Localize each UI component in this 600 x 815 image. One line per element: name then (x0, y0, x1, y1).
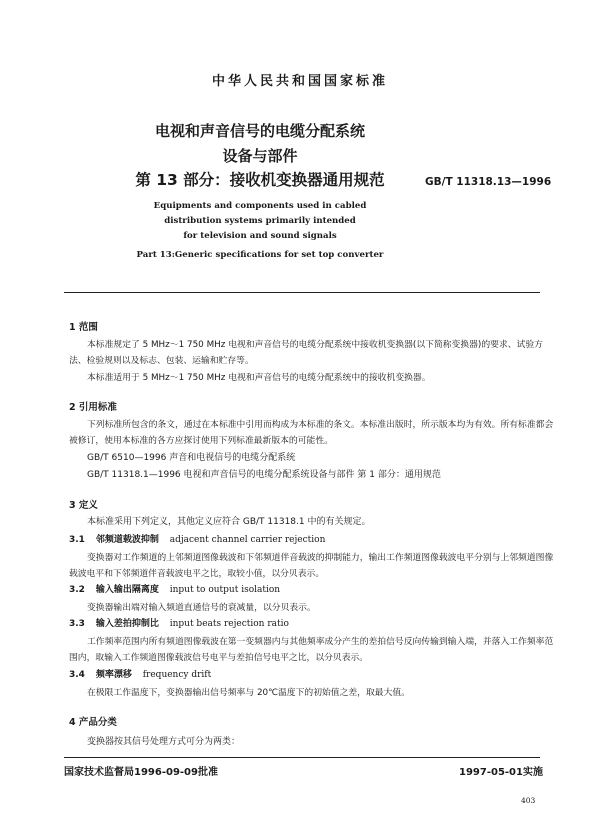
term-3-1-chinese: 邻频道载波抑制 (95, 535, 159, 545)
section-1-heading: 1 范围 (69, 322, 98, 333)
standard-type-header: 中华人民共和国国家标准 (211, 74, 388, 89)
section-4-heading: 4 产品分类 (69, 717, 117, 728)
section-2-heading: 2 引用标准 (69, 402, 117, 413)
english-title-line-4: Part 13:Generic specifications for set top converter (136, 250, 384, 260)
english-title-line-3: for television and sound signals (183, 231, 337, 241)
term-3-4-definition: 在极限工作温度下，变换器输出信号频率与 20℃温度下的初始值之差，取最大值。 (87, 688, 410, 698)
term-3-3-chinese: 输入差拍抑制比 (95, 619, 159, 629)
term-3-2 (69, 583, 280, 598)
header-divider (64, 292, 540, 293)
reference-1: GB/T 6510—1996 声音和电视信号的电缆分配系统 (87, 453, 296, 463)
english-title-line-1: Equipments and components used in cabled (153, 201, 367, 211)
section-1-para-1: 本标准规定了 5 MHz～1 750 MHz 电视和声音信号的电缆分配系统中接收机变换器(以下简称变换器)的要求、试验方法、检验规则以及标志、包装、运输和贮存等。 (69, 340, 543, 366)
term-3-3-number: 3.3 (69, 619, 85, 629)
term-3-4 (69, 668, 211, 683)
approval-date: 国家技术监督局1996-09-09批准 (64, 767, 218, 778)
page-number: 403 (521, 796, 536, 805)
title-line-2: 设备与部件 (222, 147, 298, 165)
term-3-4-english: frequency drift (142, 670, 212, 680)
standard-number: GB/T 11318.13—1996 (425, 176, 552, 188)
term-3-1-definition: 变换器对工作频道的上邻频道图像载波和下邻频道伴音载波的抑制能力，输出工作频道图像载波电平分别与上邻频道图像载波电平和下邻频道伴音载波电平之比，取较小值，以分贝表示。 (69, 553, 554, 579)
term-3-1-number: 3.1 (69, 535, 85, 545)
term-3-4-chinese: 频率漂移 (95, 670, 132, 680)
term-3-3-definition: 工作频率范围内所有频道图像载波在第一变频器内与其他频率成分产生的差拍信号反向传输到输入端，并落入工作频率范围内，取输入工作频道图像载波信号电平与差拍信号电平之比，以分贝表示。 (69, 637, 554, 663)
section-3-heading: 3 定义 (69, 500, 98, 511)
term-3-1-english: adjacent channel carrier rejection (169, 535, 326, 545)
term-3-2-chinese: 输入输出隔离度 (95, 585, 159, 595)
effective-date: 1997-05-01实施 (459, 767, 543, 778)
term-3-2-definition: 变换器输出端对输入频道直通信号的衰减量，以分贝表示。 (87, 603, 316, 613)
section-3-intro: 本标准采用下列定义，其他定义应符合 GB/T 11318.1 中的有关规定。 (87, 517, 371, 527)
reference-2: GB/T 11318.1—1996 电视和声音信号的电缆分配系统设备与部件 第 1 部分：通用规范 (87, 470, 441, 480)
title-line-1: 电视和声音信号的电缆分配系统 (154, 122, 365, 140)
title-line-3: 第 13 部分：接收机变换器通用规范 (135, 171, 385, 189)
section-4-para-1: 变换器按其信号处理方式可分为两类： (87, 737, 241, 747)
english-title-line-2: distribution systems primarily intended (164, 216, 356, 226)
section-2-para-1: 下列标准所包含的条文，通过在本标准中引用而构成为本标准的条文。本标准出版时，所示版本均为有效。所有标准都会被修订，使用本标准的各方应探讨使用下列标准最新版本的可能性。 (69, 420, 554, 446)
footer-divider (64, 757, 540, 758)
term-3-4-number: 3.4 (69, 670, 85, 680)
section-1-para-2: 本标准适用于 5 MHz～1 750 MHz 电视和声音信号的电缆分配系统中的接收机变换器。 (87, 373, 431, 383)
term-3-3 (69, 617, 289, 632)
term-3-1 (69, 533, 325, 548)
term-3-2-number: 3.2 (69, 585, 85, 595)
term-3-3-english: input beats rejection ratio (169, 619, 289, 629)
term-3-2-english: input to output isolation (169, 585, 281, 595)
